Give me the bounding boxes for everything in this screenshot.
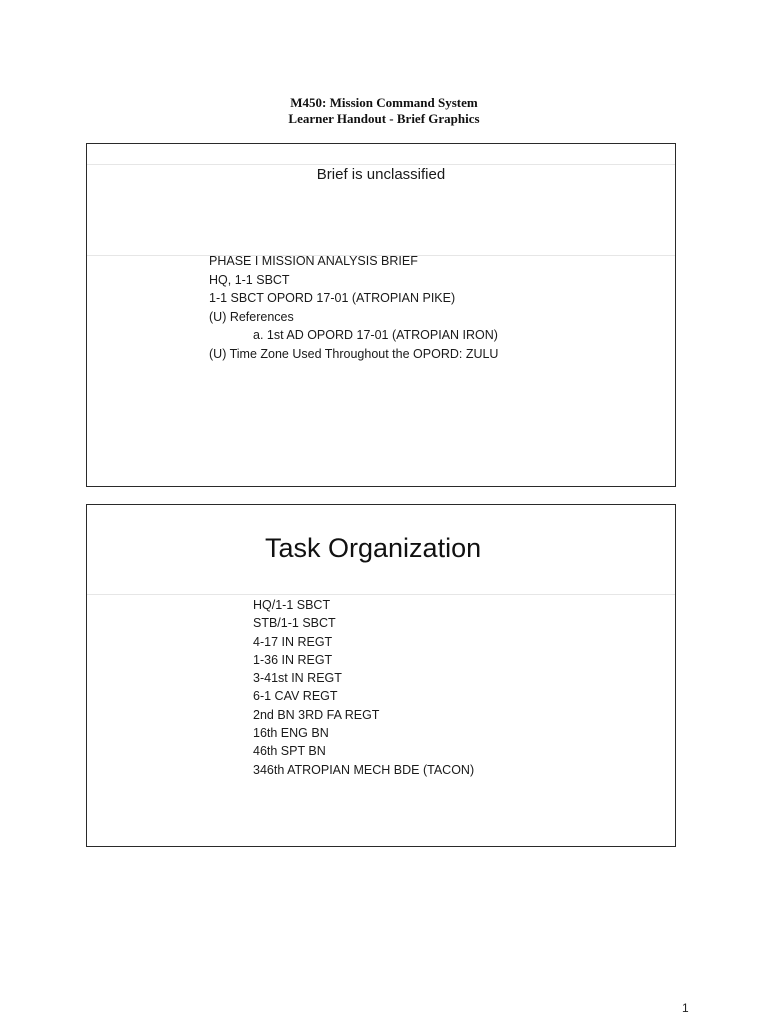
slide-title: Brief is unclassified [316, 166, 446, 183]
list-item: HQ/1-1 SBCT [253, 598, 331, 612]
list-item: 16th ENG BN [253, 726, 329, 741]
list-item: STB/1-1 SBCT [253, 616, 336, 631]
slide-task-organization [86, 504, 676, 847]
task-org-list [253, 596, 474, 779]
list-item: 4-17 IN REGT [253, 634, 333, 649]
brief-line-reference: a. 1st AD OPORD 17-01 (ATROPIAN IRON) [253, 328, 498, 342]
list-item: 2nd BN 3RD FA REGT [253, 707, 380, 722]
document-header [0, 95, 768, 127]
slide-body [209, 252, 498, 363]
page-number: 1 [682, 1001, 689, 1015]
list-item: 346th ATROPIAN MECH BDE (TACON) [253, 762, 475, 777]
list-item: 6-1 CAV REGT [253, 689, 338, 704]
brief-line: HQ, 1-1 SBCT [209, 272, 290, 287]
list-item: 3-41st IN REGT [253, 671, 342, 686]
brief-line: (U) Time Zone Used Throughout the OPORD: ZULU [209, 346, 499, 361]
list-item: 1-36 IN REGT [253, 652, 333, 667]
slide-divider [87, 164, 675, 165]
slide-divider [87, 594, 675, 595]
document-subtitle: Learner Handout - Brief Graphics [288, 111, 480, 126]
document-title: M450: Mission Command System [290, 95, 478, 110]
slide-brief-unclassified [86, 143, 676, 487]
slide-title: Task Organization [265, 533, 482, 563]
brief-line: 1-1 SBCT OPORD 17-01 (ATROPIAN PIKE) [209, 291, 456, 305]
brief-line: (U) References [209, 309, 294, 324]
brief-line: PHASE I MISSION ANALYSIS BRIEF [209, 254, 418, 268]
list-item: 46th SPT BN [253, 744, 326, 759]
